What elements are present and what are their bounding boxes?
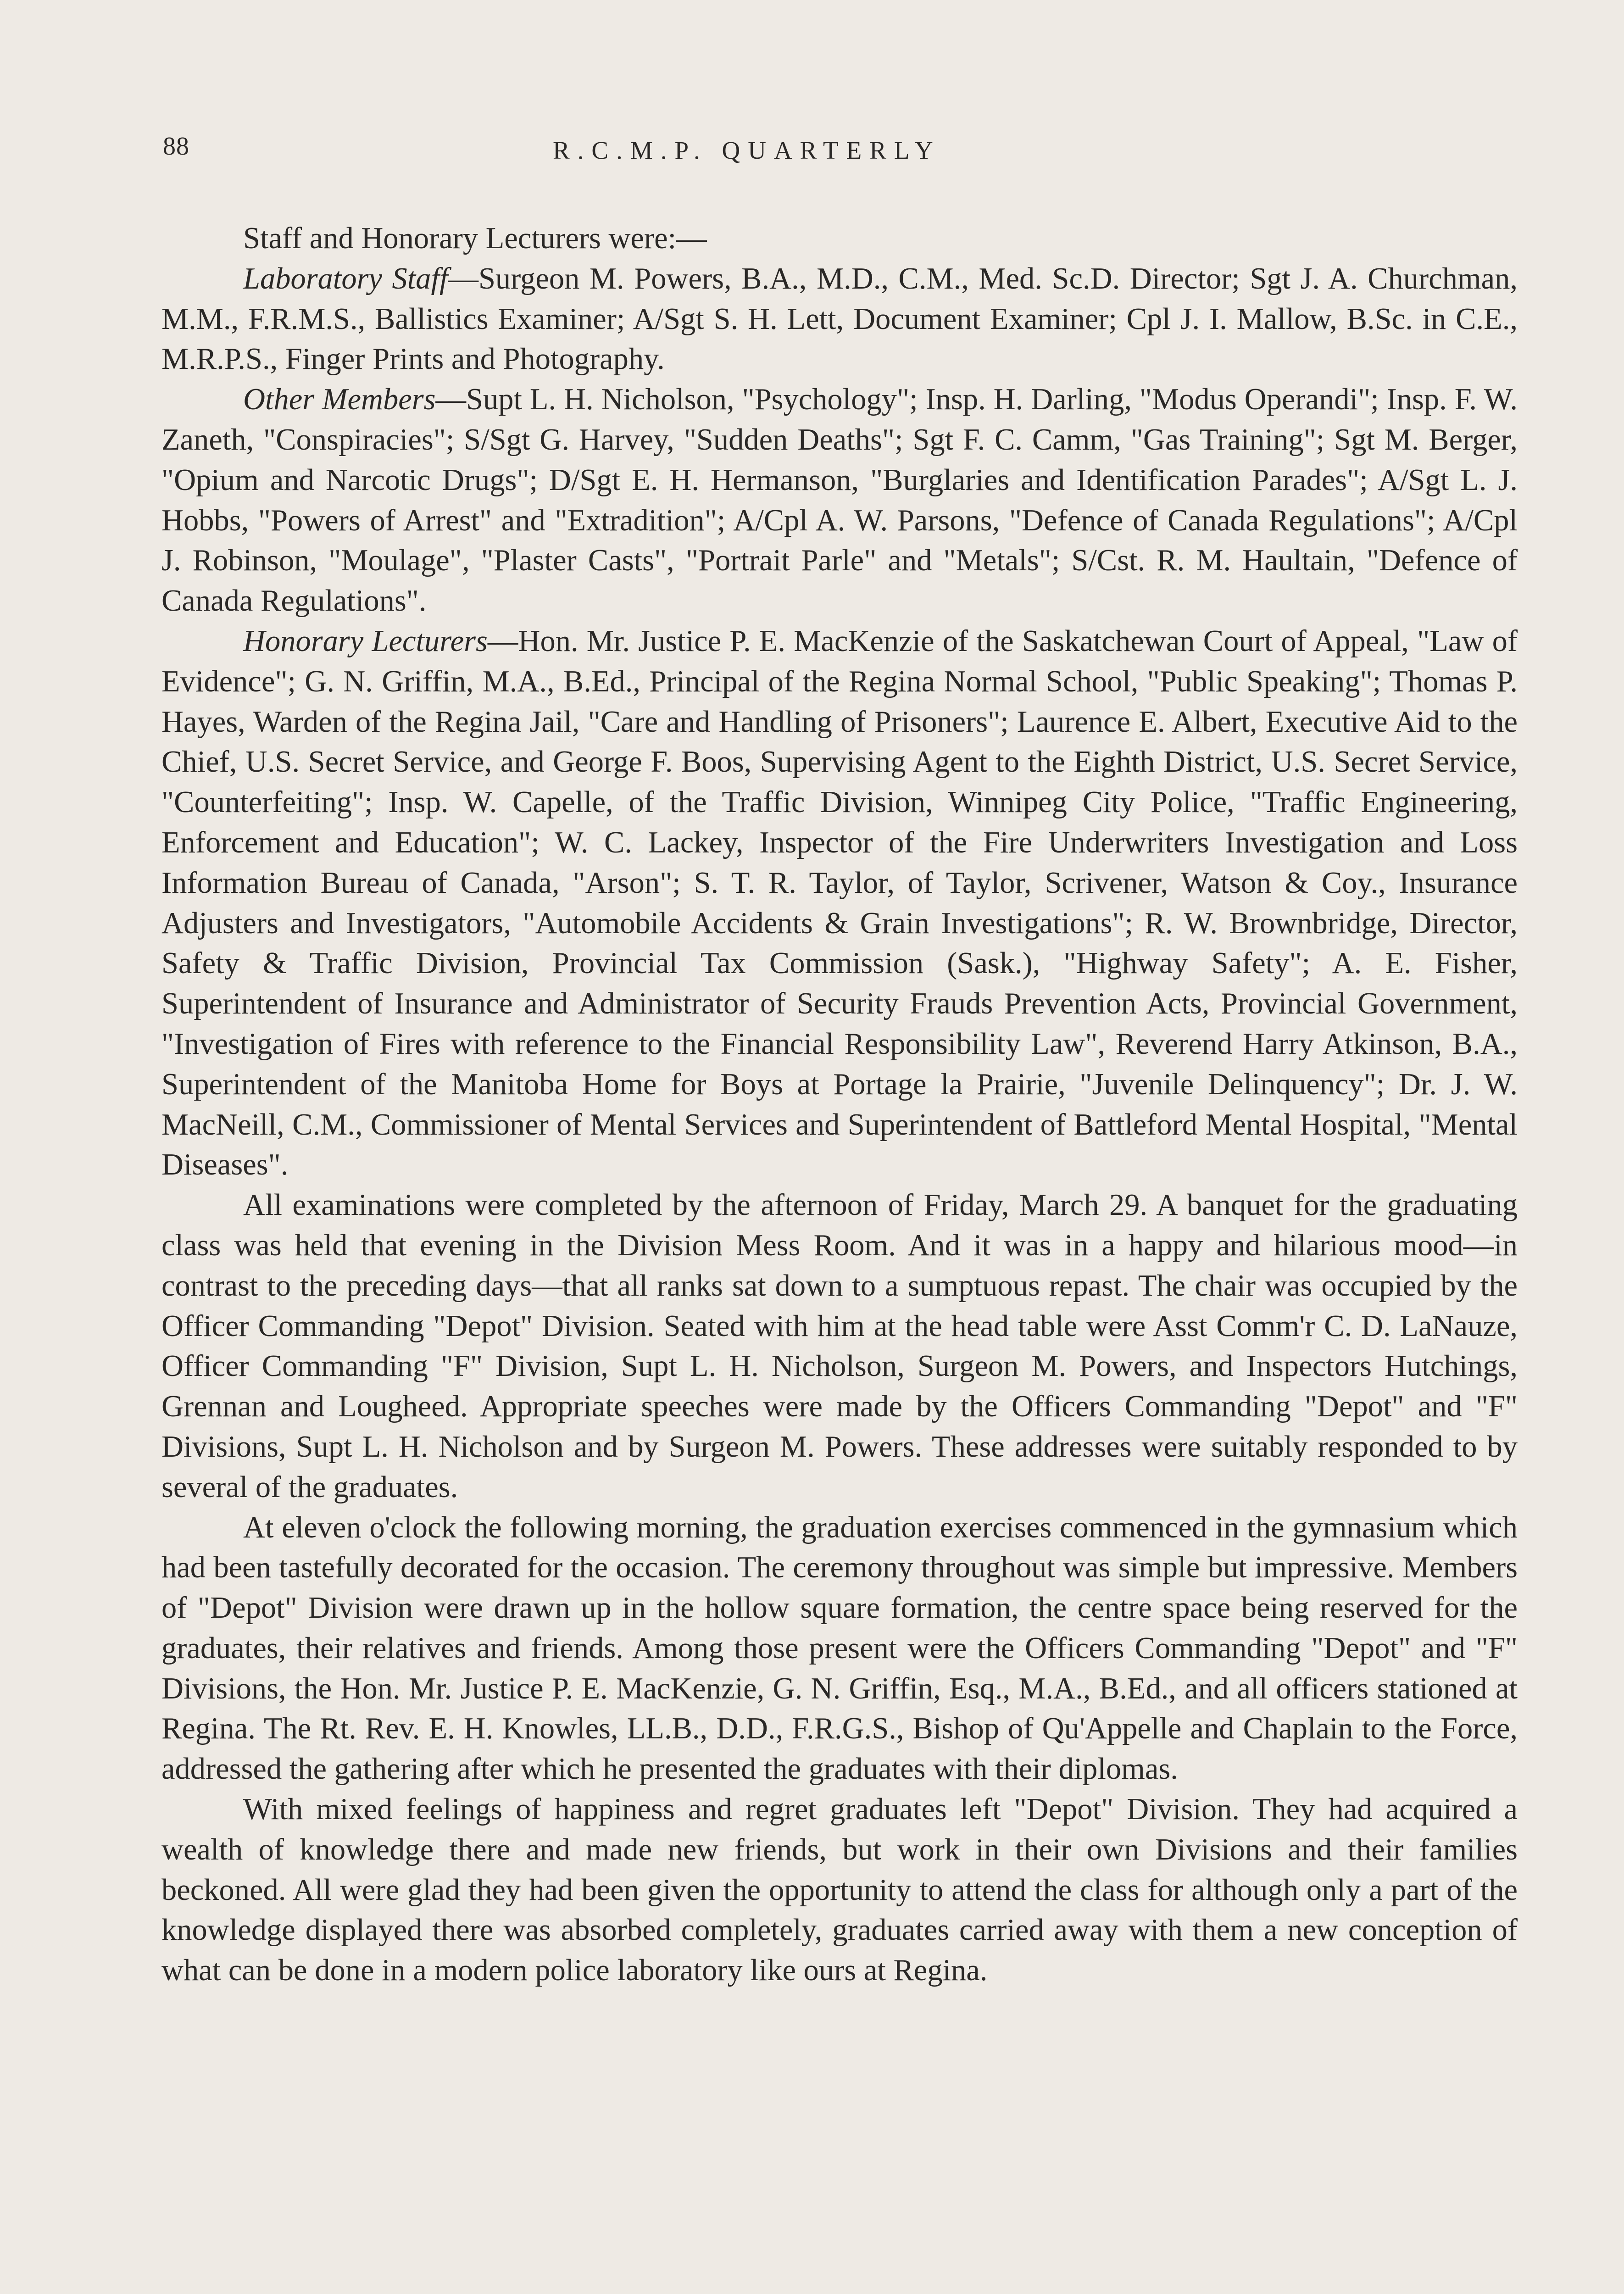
- graduation-exercises-paragraph: At eleven o'clock the following morning, the graduation exercises commenced in the gymnasium which had been tastefully decorated for the occasion. The ceremony throughout was simple but impressive. Members of "Depot" Division were drawn up in the hollow square formation, the centre space being reserved for the graduates, their relatives and friends. Among those present were the Officers Commanding "Depot" and "F" Divisions, the Hon. Mr. Justice P. E. MacKenzie, G. N. Griffin, Esq., M.A., B.Ed., and all officers stationed at Regina. The Rt. Rev. E. H. Knowles, LL.B., D.D., F.R.G.S., Bishop of Qu'Appelle and Chaplain to the Force, addressed the gathering after which he presented the graduates with their diplomas.: [161, 1510, 1518, 1786]
- honorary-lecturers-heading: Honorary Lecturers: [243, 624, 488, 658]
- honorary-lecturers-text: —Hon. Mr. Justice P. E. MacKenzie of the Saskatchewan Court of Appeal, "Law of Evidence"; G. N. Griffin, M.A., B.Ed., Principal of the Regina Normal School, "Public Speaking"; Thomas P. Hayes, Warden of the Regina Jail, "Care and Handling of Prisoners"; Laurence E. Albert, Executive Aid to the Chief, U.S. Secret Service, and George F. Boos, Supervising Agent to the Eighth District, U.S. Secret Service, "Counterfeiting"; Insp. W. Capelle, of the Traffic Division, Winnipeg City Police, "Traffic Engineering, Enforcement and Education"; W. C. Lackey, Inspector of the Fire Underwriters Investigation and Loss Information Bureau of Canada, "Arson"; S. T. R. Taylor, of Taylor, Scrivener, Watson & Coy., Insurance Adjusters and Investigators, "Automobile Accidents & Grain Investigations"; R. W. Brownbridge, Director, Safety & Traffic Division, Provincial Tax Commission (Sask.), "Highway Safety"; A. E. Fisher, Superintendent of Insurance and Administrator of Security Frauds Prevention Acts, Provincial Government, "Investigation of Fires with reference to the Financial Responsibility Law", Reverend Harry Atkinson, B.A., Superintendent of the Manitoba Home for Boys at Portage la Prairie, "Juvenile Delinquency"; Dr. J. W. MacNeill, C.M., Commissioner of Mental Services and Superintendent of Battleford Mental Hospital, "Mental Diseases".: [161, 624, 1518, 1182]
- running-head: R.C.M.P. QUARTERLY: [553, 136, 941, 164]
- closing-paragraph: With mixed feelings of happiness and regret graduates left "Depot" Division. They had acquired a wealth of knowledge there and made new friends, but work in their own Divisions and their families beckoned. All were glad they had been given the opportunity to attend the class for although only a part of the knowledge displayed there was absorbed completely, graduates carried away with them a new conception of what can be done in a modern police laboratory like ours at Regina.: [161, 1793, 1518, 1988]
- page-number: 88: [163, 132, 189, 161]
- article-body: [161, 218, 1518, 1991]
- other-members-paragraph: [161, 379, 1518, 621]
- other-members-heading: Other Members: [243, 383, 436, 417]
- laboratory-staff-text: —Surgeon M. Powers, B.A., M.D., C.M., Med. Sc.D. Director; Sgt J. A. Churchman, M.M., F.R.M.S., Ballistics Examiner; A/Sgt S. H. Lett, Document Examiner; Cpl J. I. Mallow, B.Sc. in C.E., M.R.P.S., Finger Prints and Photography.: [161, 262, 1518, 376]
- honorary-lecturers-paragraph: [161, 621, 1518, 1185]
- other-members-text: —Supt L. H. Nicholson, "Psychology"; Insp. H. Darling, "Modus Operandi"; Insp. F. W. Zaneth, "Conspiracies"; S/Sgt G. Harvey, "Sudden Deaths"; Sgt F. C. Camm, "Gas Training"; Sgt M. Berger, "Opium and Narcotic Drugs"; D/Sgt E. H. Hermanson, "Burglaries and Identification Parades"; A/Sgt L. J. Hobbs, "Powers of Arrest" and "Extradition"; A/Cpl A. W. Parsons, "Defence of Canada Regulations"; A/Cpl J. Robinson, "Moulage", "Plaster Casts", "Portrait Parle" and "Metals"; S/Cst. R. M. Haultain, "Defence of Canada Regulations".: [161, 383, 1518, 618]
- lecturers-intro: Staff and Honorary Lecturers were:—: [243, 222, 707, 255]
- laboratory-staff-heading: Laboratory Staff: [243, 262, 448, 295]
- laboratory-staff-paragraph: [161, 259, 1518, 379]
- examinations-banquet-paragraph: All examinations were completed by the afternoon of Friday, March 29. A banquet for the graduating class was held that evening in the Division Mess Room. And it was in a happy and hilarious mood—in contrast to the preceding days—that all ranks sat down to a sumptuous repast. The chair was occupied by the Officer Commanding "Depot" Division. Seated with him at the head table were Asst Comm'r C. D. LaNauze, Officer Commanding "F" Division, Supt L. H. Nicholson, Surgeon M. Powers, and Inspectors Hutchings, Grennan and Lougheed. Appropriate speeches were made by the Officers Commanding "Depot" and "F" Divisions, Supt L. H. Nicholson and by Surgeon M. Powers. These addresses were suitably responded to by several of the graduates.: [161, 1188, 1518, 1504]
